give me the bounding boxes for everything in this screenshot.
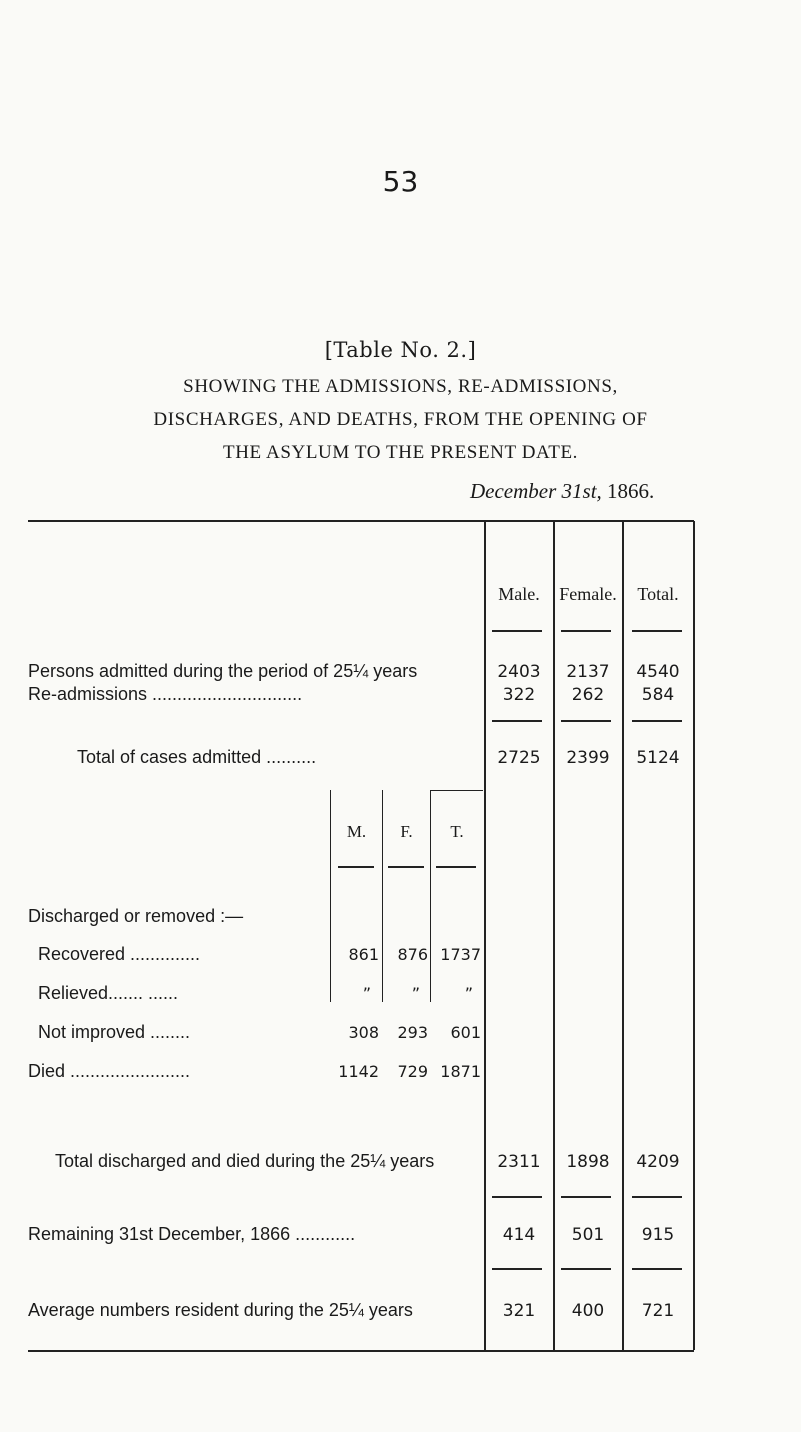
total-admitted-male: 2725 (497, 748, 541, 768)
table-top-rule (28, 520, 694, 522)
relieved-f: ” (411, 984, 420, 1003)
admitted-male: 2403 (497, 662, 541, 682)
sub-header-t: T. (450, 822, 464, 841)
remaining-male: 414 (502, 1225, 536, 1245)
discharge-label-relieved: Relieved....... ...... (38, 983, 179, 1003)
not-improved-t: 601 (450, 1023, 481, 1042)
row-label-average: Average numbers resident during the 25¼ years (28, 1300, 413, 1320)
not-improved-f: 293 (397, 1023, 428, 1042)
discharge-label-not-improved: Not improved ........ (38, 1022, 191, 1042)
col-header-female: Female. (559, 584, 617, 604)
discharge-label-died: Died ........................ (28, 1061, 191, 1081)
died-f: 729 (397, 1062, 428, 1081)
died-t: 1871 (440, 1062, 481, 1081)
table-label: [Table No. 2.] (324, 338, 477, 362)
relieved-t: ” (464, 984, 473, 1003)
col-right-rule (693, 521, 695, 1350)
recovered-f: 876 (397, 945, 428, 964)
readmissions-female: 262 (571, 685, 605, 705)
row-label-total-discharged: Total discharged and died during the 25¼ years (55, 1151, 435, 1171)
readmissions-total: 584 (641, 685, 675, 705)
sub-header-f: F. (400, 822, 413, 841)
died-m: 1142 (338, 1062, 379, 1081)
total-discharged-female: 1898 (566, 1152, 610, 1172)
total-admitted-female: 2399 (566, 748, 610, 768)
total-admitted-total: 5124 (636, 748, 680, 768)
remaining-female: 501 (571, 1225, 605, 1245)
discharge-label-recovered: Recovered .............. (38, 944, 201, 964)
average-male: 321 (502, 1301, 536, 1321)
average-female: 400 (571, 1301, 605, 1321)
average-total: 721 (641, 1301, 675, 1321)
col-header-male: Male. (498, 584, 540, 604)
recovered-m: 861 (348, 945, 379, 964)
table-bottom-rule (28, 1350, 694, 1352)
row-label-readmissions: Re-admissions .............................. (28, 684, 303, 704)
heading-line-2: DISCHARGES, AND DEATHS, FROM THE OPENING OF (153, 409, 648, 430)
admitted-total: 4540 (636, 662, 680, 682)
row-label-remaining: Remaining 31st December, 1866 ............ (28, 1224, 356, 1244)
total-discharged-total: 4209 (636, 1152, 680, 1172)
heading-line-3: THE ASYLUM TO THE PRESENT DATE. (223, 442, 578, 463)
date-prefix: December 31st, (470, 479, 602, 503)
admitted-female: 2137 (566, 662, 610, 682)
row-label-admitted: Persons admitted during the period of 25¼ years (28, 661, 418, 681)
recovered-t: 1737 (440, 945, 481, 964)
sub-header-m: M. (346, 822, 367, 841)
date-year: 1866. (607, 479, 655, 503)
row-label-total-admitted: Total of cases admitted .......... (77, 747, 317, 767)
remaining-total: 915 (641, 1225, 675, 1245)
readmissions-male: 322 (502, 685, 536, 705)
relieved-m: ” (362, 984, 371, 1003)
heading-line-1: SHOWING THE ADMISSIONS, RE-ADMISSIONS, (183, 376, 618, 397)
col-header-total: Total. (637, 584, 679, 604)
discharge-heading: Discharged or removed :— (28, 906, 244, 926)
date-line (470, 479, 654, 504)
page-number: 53 (382, 165, 419, 198)
total-discharged-male: 2311 (497, 1152, 541, 1172)
not-improved-m: 308 (348, 1023, 379, 1042)
